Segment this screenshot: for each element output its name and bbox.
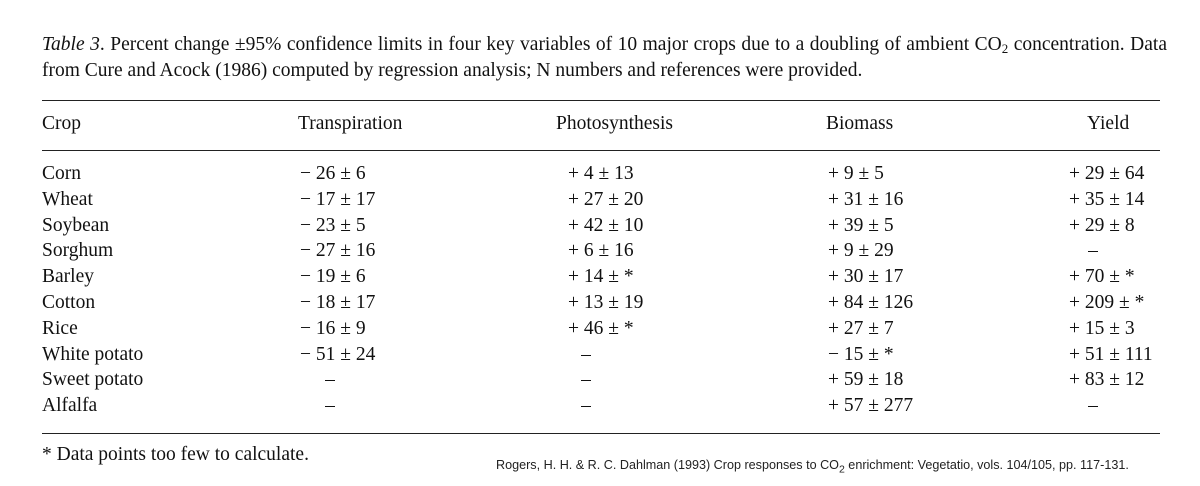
cell-crop: White potato xyxy=(42,343,144,365)
cell-yield: + 70 ± * xyxy=(1069,266,1135,288)
empty-value-dash: – xyxy=(581,369,591,391)
cell-transpiration xyxy=(300,369,420,391)
cell-crop: Cotton xyxy=(42,292,96,313)
cell-yield: + 29 ± 8 xyxy=(1069,214,1135,236)
cell-biomass: + 31 ± 16 xyxy=(828,188,904,210)
cell-photosynthesis: + 27 ± 20 xyxy=(568,188,644,210)
cell-photosynthesis xyxy=(556,369,676,391)
cell-photosynthesis: + 46 ± * xyxy=(568,317,634,339)
table-bottom-rule xyxy=(42,433,1160,434)
cell-biomass: + 9 ± 29 xyxy=(828,240,894,262)
empty-value-dash: – xyxy=(325,395,335,417)
cell-yield: + 51 ± 111 xyxy=(1069,343,1153,365)
cell-crop: Alfalfa xyxy=(42,395,98,417)
header-transpiration: Transpiration xyxy=(298,113,403,134)
header-photosynthesis: Photosynthesis xyxy=(556,113,674,134)
cell-yield: + 35 ± 14 xyxy=(1069,188,1145,210)
cell-biomass: − 15 ± * xyxy=(828,343,894,365)
table-caption xyxy=(42,32,1167,84)
cell-crop: Barley xyxy=(42,266,94,288)
table-header-rule xyxy=(42,150,1160,151)
citation-text-2: enrichment: Vegetatio, vols. 104/105, pp. 117-131. xyxy=(844,458,1129,472)
citation-subscript: 2 xyxy=(838,463,845,476)
cell-yield: + 209 ± * xyxy=(1069,292,1145,313)
cell-biomass: + 84 ± 126 xyxy=(828,292,914,313)
header-yield: Yield xyxy=(1087,113,1130,134)
table-row xyxy=(0,266,1200,291)
table-row xyxy=(0,189,1200,214)
empty-value-dash: – xyxy=(1088,395,1098,417)
cell-crop: Soybean xyxy=(42,214,110,236)
table-row xyxy=(0,163,1200,188)
header-crop: Crop xyxy=(42,113,81,134)
cell-yield xyxy=(1063,395,1173,417)
cell-transpiration: − 27 ± 16 xyxy=(300,240,376,262)
cell-crop: Sorghum xyxy=(42,240,114,262)
source-citation xyxy=(496,458,1129,476)
caption-text-2: concentration. Data from Cure and Acock (1986) computed by regression analysis; N numbers and references were provided. xyxy=(42,34,1167,81)
cell-crop: Corn xyxy=(42,163,81,184)
cell-yield xyxy=(1063,240,1173,262)
table-row xyxy=(0,318,1200,343)
cell-biomass: + 9 ± 5 xyxy=(828,163,884,184)
caption-text-1: . Percent change ±95% confidence limits in four key variables of 10 major crops due to a doubling of ambient CO xyxy=(99,34,1002,55)
cell-transpiration: − 19 ± 6 xyxy=(300,266,366,288)
cell-crop: Wheat xyxy=(42,188,93,210)
cell-yield: + 15 ± 3 xyxy=(1069,317,1135,339)
empty-value-dash: – xyxy=(581,343,591,365)
caption-subscript: 2 xyxy=(1001,41,1009,56)
cell-yield: + 29 ± 64 xyxy=(1069,163,1145,184)
cell-photosynthesis xyxy=(556,344,676,366)
table-row xyxy=(0,344,1200,369)
cell-biomass: + 57 ± 277 xyxy=(828,395,914,417)
cell-transpiration: − 51 ± 24 xyxy=(300,343,376,365)
cell-biomass: + 30 ± 17 xyxy=(828,266,904,288)
cell-biomass: + 39 ± 5 xyxy=(828,214,894,236)
cell-transpiration: − 17 ± 17 xyxy=(300,188,376,210)
cell-photosynthesis: + 6 ± 16 xyxy=(568,240,634,262)
cell-photosynthesis: + 42 ± 10 xyxy=(568,214,644,236)
cell-transpiration xyxy=(300,395,420,417)
citation-text-1: Rogers, H. H. & R. C. Dahlman (1993) Crop responses to CO xyxy=(496,458,839,472)
table-row xyxy=(0,215,1200,240)
table-row xyxy=(0,292,1200,317)
cell-photosynthesis: + 14 ± * xyxy=(568,266,634,288)
empty-value-dash: – xyxy=(325,369,335,391)
table-row xyxy=(0,395,1200,420)
cell-photosynthesis: + 13 ± 19 xyxy=(568,292,644,313)
empty-value-dash: – xyxy=(581,395,591,417)
cell-biomass: + 27 ± 7 xyxy=(828,317,894,339)
table-top-rule xyxy=(42,100,1160,101)
table-row xyxy=(0,369,1200,394)
table-label: Table 3 xyxy=(42,34,100,55)
cell-transpiration: − 26 ± 6 xyxy=(300,163,366,184)
empty-value-dash: – xyxy=(1088,240,1098,262)
cell-yield: + 83 ± 12 xyxy=(1069,369,1145,391)
cell-transpiration: − 23 ± 5 xyxy=(300,214,366,236)
cell-photosynthesis: + 4 ± 13 xyxy=(568,163,634,184)
cell-crop: Rice xyxy=(42,317,78,339)
table-row xyxy=(0,240,1200,265)
cell-photosynthesis xyxy=(556,395,676,417)
table-footnote: * Data points too few to calculate. xyxy=(42,444,309,465)
cell-transpiration: − 18 ± 17 xyxy=(300,292,376,313)
cell-biomass: + 59 ± 18 xyxy=(828,369,904,391)
cell-crop: Sweet potato xyxy=(42,369,144,391)
cell-transpiration: − 16 ± 9 xyxy=(300,317,366,339)
header-biomass: Biomass xyxy=(826,113,894,134)
